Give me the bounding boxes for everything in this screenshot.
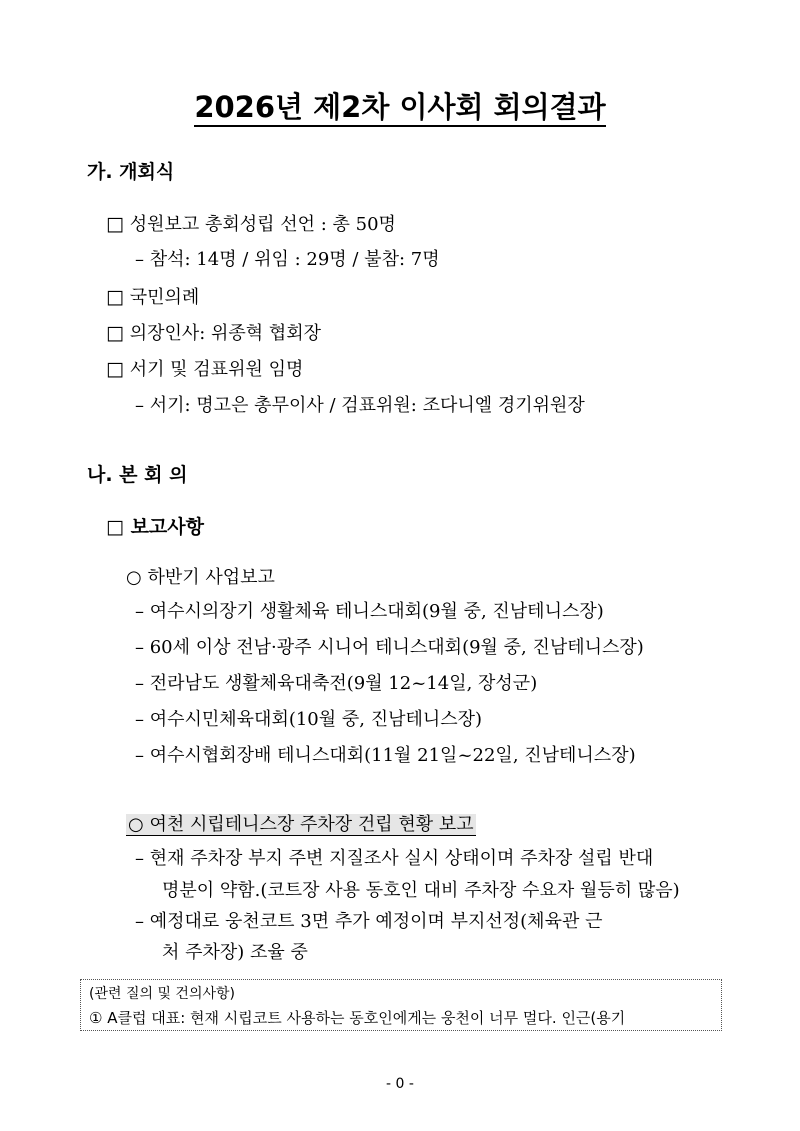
list-item-continuation: 처 주차장) 조율 중	[162, 942, 308, 963]
section-heading-main-meeting: 나. 본 회 의	[87, 464, 188, 486]
list-item: □ 국민의례	[106, 286, 200, 308]
sub-heading-text: 하반기 사업보고	[147, 567, 275, 588]
list-item: – 현재 주차장 부지 주변 지질조사 실시 상태이며 주차장 설립 반대	[135, 848, 654, 869]
list-item: □ 의장인사: 위종혁 협회장	[106, 322, 322, 344]
page-number: - 0 -	[386, 1076, 414, 1092]
list-item: – 전라남도 생활체육대축전(9월 12~14일, 장성군)	[135, 673, 538, 694]
list-item: – 참석: 14명 / 위임 : 29명 / 불참: 7명	[135, 249, 440, 270]
document-title: 2026년 제2차 이사회 회의결과	[0, 86, 800, 128]
note-heading: (관련 질의 및 건의사항)	[89, 986, 235, 1002]
list-item-text: 전라남도 생활체육대축전(9월 12~14일, 장성군)	[149, 673, 538, 694]
list-item-text: 국민의례	[129, 287, 200, 308]
list-item: – 여수시의장기 생활체육 테니스대회(9월 중, 진남테니스장)	[135, 601, 604, 622]
list-item: □ 성원보고 총회성립 선언 : 총 50명	[106, 213, 396, 235]
list-item-text: 서기 및 검표위원 임명	[129, 359, 304, 380]
list-item-text: 여수시의장기 생활체육 테니스대회(9월 중, 진남테니스장)	[149, 601, 604, 622]
sub-heading: ○ 하반기 사업보고	[126, 567, 275, 588]
note-box	[80, 979, 722, 1031]
sub-heading	[126, 811, 476, 839]
section-heading-opening: 가. 개회식	[87, 161, 175, 183]
sub-heading-text: 여천 시립테니스장 주차장 건립 현황 보고	[149, 814, 474, 835]
report-heading-text: 보고사항	[130, 516, 204, 538]
list-item-text: 여수시협회장배 테니스대회(11월 21일~22일, 진남테니스장)	[149, 745, 636, 766]
list-item-text: 참석: 14명 / 위임 : 29명 / 불참: 7명	[149, 249, 440, 270]
sub-heading-highlight: ○ 여천 시립테니스장 주차장 건립 현황 보고	[128, 814, 474, 835]
list-item: – 60세 이상 전남·광주 시니어 테니스대회(9월 중, 진남테니스장)	[135, 637, 644, 658]
list-item-text: 여수시민체육대회(10월 중, 진남테니스장)	[149, 709, 483, 730]
note-text: ① A클럽 대표: 현재 시립코트 사용하는 동호인에게는 웅천이 너무 멀다. 인근(용기	[89, 1009, 626, 1027]
list-item: – 예정대로 웅천코트 3면 추가 예정이며 부지선정(체육관 근	[135, 911, 603, 932]
list-item-continuation: 명분이 약함.(코트장 사용 동호인 대비 주차장 수요자 월등히 많음)	[162, 880, 680, 901]
list-item: – 서기: 명고은 총무이사 / 검표위원: 조다니엘 경기위원장	[135, 395, 585, 416]
list-item-text: 서기: 명고은 총무이사 / 검표위원: 조다니엘 경기위원장	[149, 395, 585, 416]
list-item-text: 성원보고 총회성립 선언 : 총 50명	[129, 214, 396, 235]
list-item: – 여수시협회장배 테니스대회(11월 21일~22일, 진남테니스장)	[135, 745, 636, 766]
report-heading: □ 보고사항	[106, 516, 204, 538]
list-item: □ 서기 및 검표위원 임명	[106, 358, 304, 380]
list-item: – 여수시민체육대회(10월 중, 진남테니스장)	[135, 709, 483, 730]
list-item-text: 현재 주차장 부지 주변 지질조사 실시 상태이며 주차장 설립 반대	[149, 848, 654, 869]
list-item-text: 60세 이상 전남·광주 시니어 테니스대회(9월 중, 진남테니스장)	[149, 637, 644, 658]
list-item-text: 예정대로 웅천코트 3면 추가 예정이며 부지선정(체육관 근	[149, 911, 603, 932]
list-item-text: 의장인사: 위종혁 협회장	[129, 323, 322, 344]
